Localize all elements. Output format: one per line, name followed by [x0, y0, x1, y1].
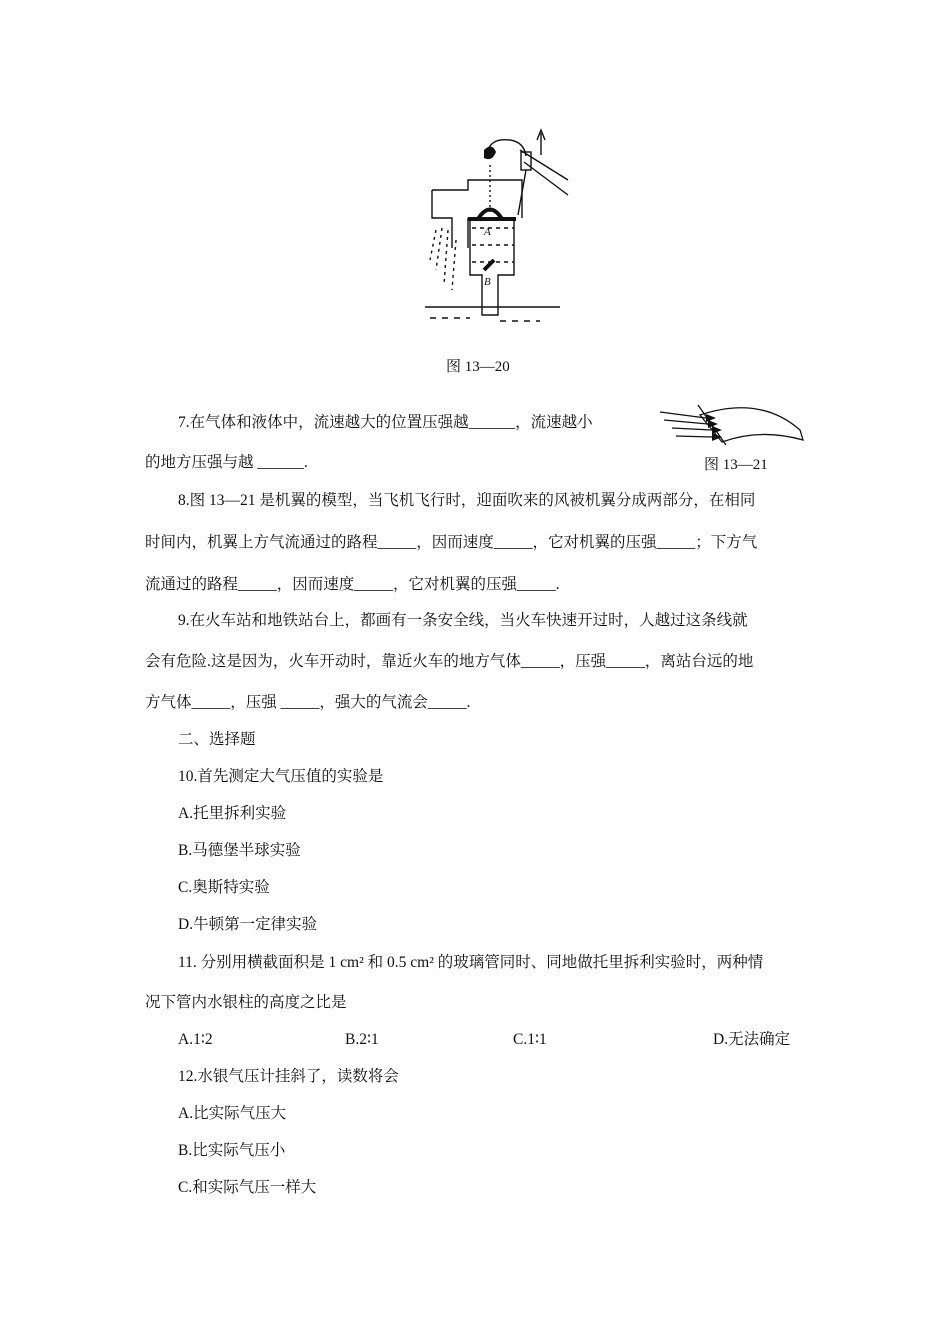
- section-heading: 二、选择题: [178, 731, 256, 748]
- q10-option-c: C.奥斯特实验: [178, 879, 270, 896]
- figure-label-b: B: [484, 276, 491, 288]
- q10-stem: 10.首先测定大气压值的实验是: [178, 768, 384, 785]
- q10-option-d: D.牛顿第一定律实验: [178, 916, 318, 933]
- q11-option-b: B.2∶1: [345, 1031, 379, 1048]
- q9-line-3: 方气体_____，压强 _____，强大的气流会_____.: [145, 694, 471, 711]
- q8-line-1: 8.图 13—21 是机翼的模型，当飞机飞行时，迎面吹来的风被机翼分成两部分，在相同: [178, 492, 756, 509]
- q11-option-a: A.1∶2: [178, 1031, 213, 1048]
- q10-option-b: B.马德堡半球实验: [178, 842, 301, 859]
- q10-option-a: A.托里拆利实验: [178, 805, 287, 822]
- q11-line-2: 况下管内水银柱的高度之比是: [145, 994, 347, 1011]
- q9-line-1: 9.在火车站和地铁站台上，都画有一条安全线，当火车快速开过时，人越过这条线就: [178, 612, 748, 629]
- q11-line-1: 11. 分别用横截面积是 1 cm² 和 0.5 cm² 的玻璃管同时、同地做托里拆利实验时，两种情: [178, 954, 764, 971]
- q8-line-2: 时间内，机翼上方气流通过的路程_____，因而速度_____，它对机翼的压强_____；下方气: [145, 534, 758, 551]
- q8-line-3: 流通过的路程_____，因而速度_____，它对机翼的压强_____.: [145, 576, 560, 593]
- q7-line-1: 7.在气体和液体中，流速越大的位置压强越______，流速越小: [178, 414, 593, 431]
- q11-option-d: D.无法确定: [713, 1031, 791, 1048]
- q12-option-c: C.和实际气压一样大: [178, 1179, 317, 1196]
- q12-stem: 12.水银气压计挂斜了，读数将会: [178, 1068, 399, 1085]
- q9-line-2: 会有危险.这是因为，火车开动时，靠近火车的地方气体_____，压强_____，离站台远的地: [145, 653, 754, 670]
- q7-line-2: 的地方压强与越 ______.: [145, 454, 308, 471]
- q12-option-a: A.比实际气压大: [178, 1105, 287, 1122]
- figure-13-20-caption: 图 13—20: [446, 359, 510, 375]
- q12-option-b: B.比实际气压小: [178, 1142, 286, 1159]
- figure-label-a: A: [484, 226, 491, 238]
- q11-option-c: C.1∶1: [513, 1031, 547, 1048]
- figure-13-21-caption: 图 13—21: [704, 457, 768, 473]
